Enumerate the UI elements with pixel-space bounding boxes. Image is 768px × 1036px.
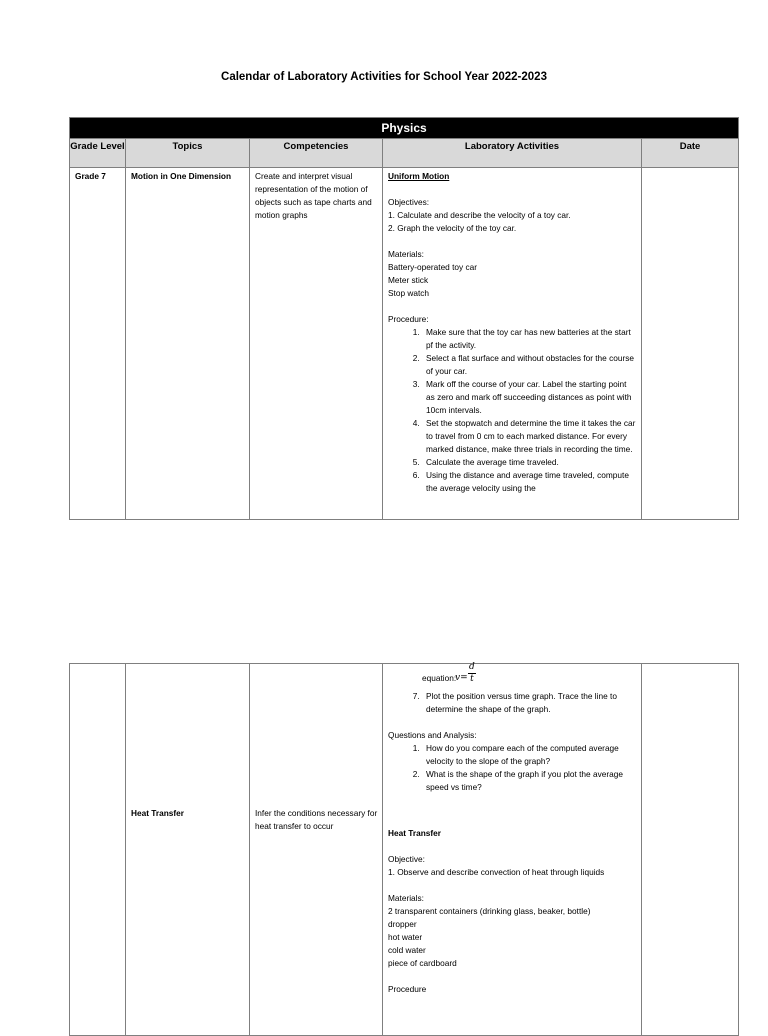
competency-cell [250, 664, 383, 1036]
column-header-grade: Grade Level [70, 139, 126, 168]
material-item: piece of cardboard [388, 958, 457, 968]
date-cell [642, 168, 739, 520]
material-item: dropper [388, 919, 417, 929]
date-cell [642, 664, 739, 1036]
equation-lhs: v= [455, 673, 468, 683]
procedure-step: 7. Plot the position versus time graph. Trace the line to determine the shape of the graph. [422, 690, 637, 716]
grade-cell: Grade 7 [70, 168, 126, 520]
questions-label: Questions and Analysis: [388, 730, 477, 740]
column-header-competencies: Competencies [250, 139, 383, 168]
equation-denominator: t [470, 674, 474, 684]
procedure-label: Procedure [388, 984, 427, 994]
material-item: Stop watch [388, 288, 430, 298]
question-item: 1. How do you compare each of the computed average velocity to the slope of the graph? [422, 742, 637, 768]
material-item: hot water [388, 932, 423, 942]
grade-cell [70, 664, 126, 1036]
topic-cell [126, 664, 250, 1036]
topic-heat-transfer: Heat Transfer [131, 808, 185, 818]
objective-item: 1. Observe and describe convection of heat through liquids [388, 867, 605, 877]
column-header-activities: Laboratory Activities [383, 139, 642, 168]
procedure-step: 6. Using the distance and average time traveled, compute the average velocity using the [422, 469, 637, 495]
equation-numerator: d [469, 662, 475, 672]
column-header-date: Date [642, 139, 739, 168]
activity-title: Uniform Motion [388, 171, 450, 181]
lab-activities-table [69, 117, 739, 520]
objective-label: Objective: [388, 854, 425, 864]
objective-item: 2. Graph the velocity of the toy car. [388, 223, 517, 233]
procedure-label: Procedure: [388, 314, 429, 324]
subject-header: Physics [70, 118, 739, 139]
competency-heat-transfer: Infer the conditions necessary for heat transfer to occur [255, 808, 378, 831]
equation-fraction [468, 662, 476, 685]
procedure-list [388, 326, 637, 495]
activity-title: Heat Transfer [388, 828, 442, 838]
competency-cell: Create and interpret visual representation of the motion of objects such as tape charts and motion graphs [250, 168, 383, 520]
column-header-row [70, 139, 739, 168]
materials-label: Materials: [388, 893, 424, 903]
procedure-step: 1. Make sure that the toy car has new batteries at the start pf the activity. [422, 326, 637, 352]
material-item: 2 transparent containers (drinking glass, beaker, bottle) [388, 906, 591, 916]
procedure-step: 3. Mark off the course of your car. Label the starting point as zero and mark off succeeding distances as point with 10cm intervals. [422, 378, 637, 417]
table-row [70, 168, 739, 520]
velocity-equation [388, 664, 637, 690]
procedure-list-continued [388, 690, 637, 716]
objective-item: 1. Calculate and describe the velocity of a toy car. [388, 210, 571, 220]
table-row [70, 664, 739, 1036]
procedure-step: 2. Select a flat surface and without obstacles for the course of your car. [422, 352, 637, 378]
activity-cell [383, 168, 642, 520]
materials-label: Materials: [388, 249, 424, 259]
topic-cell: Motion in One Dimension [126, 168, 250, 520]
lab-activities-table-continued [69, 663, 739, 1036]
question-item: 2. What is the shape of the graph if you plot the average speed vs time? [422, 768, 637, 794]
procedure-step: 5. Calculate the average time traveled. [422, 456, 637, 469]
document-title: Calendar of Laboratory Activities for School Year 2022-2023 [221, 71, 547, 83]
material-item: cold water [388, 945, 426, 955]
column-header-topics: Topics [126, 139, 250, 168]
procedure-step: 4. Set the stopwatch and determine the time it takes the car to travel from 0 cm to each marked distance. For every marked distance, make three trials in recording the time. [422, 417, 637, 456]
objectives-label: Objectives: [388, 197, 430, 207]
activity-cell [383, 664, 642, 1036]
material-item: Meter stick [388, 275, 429, 285]
material-item: Battery-operated toy car [388, 262, 478, 272]
questions-list [388, 742, 637, 794]
equation-label: equation: [422, 673, 457, 683]
